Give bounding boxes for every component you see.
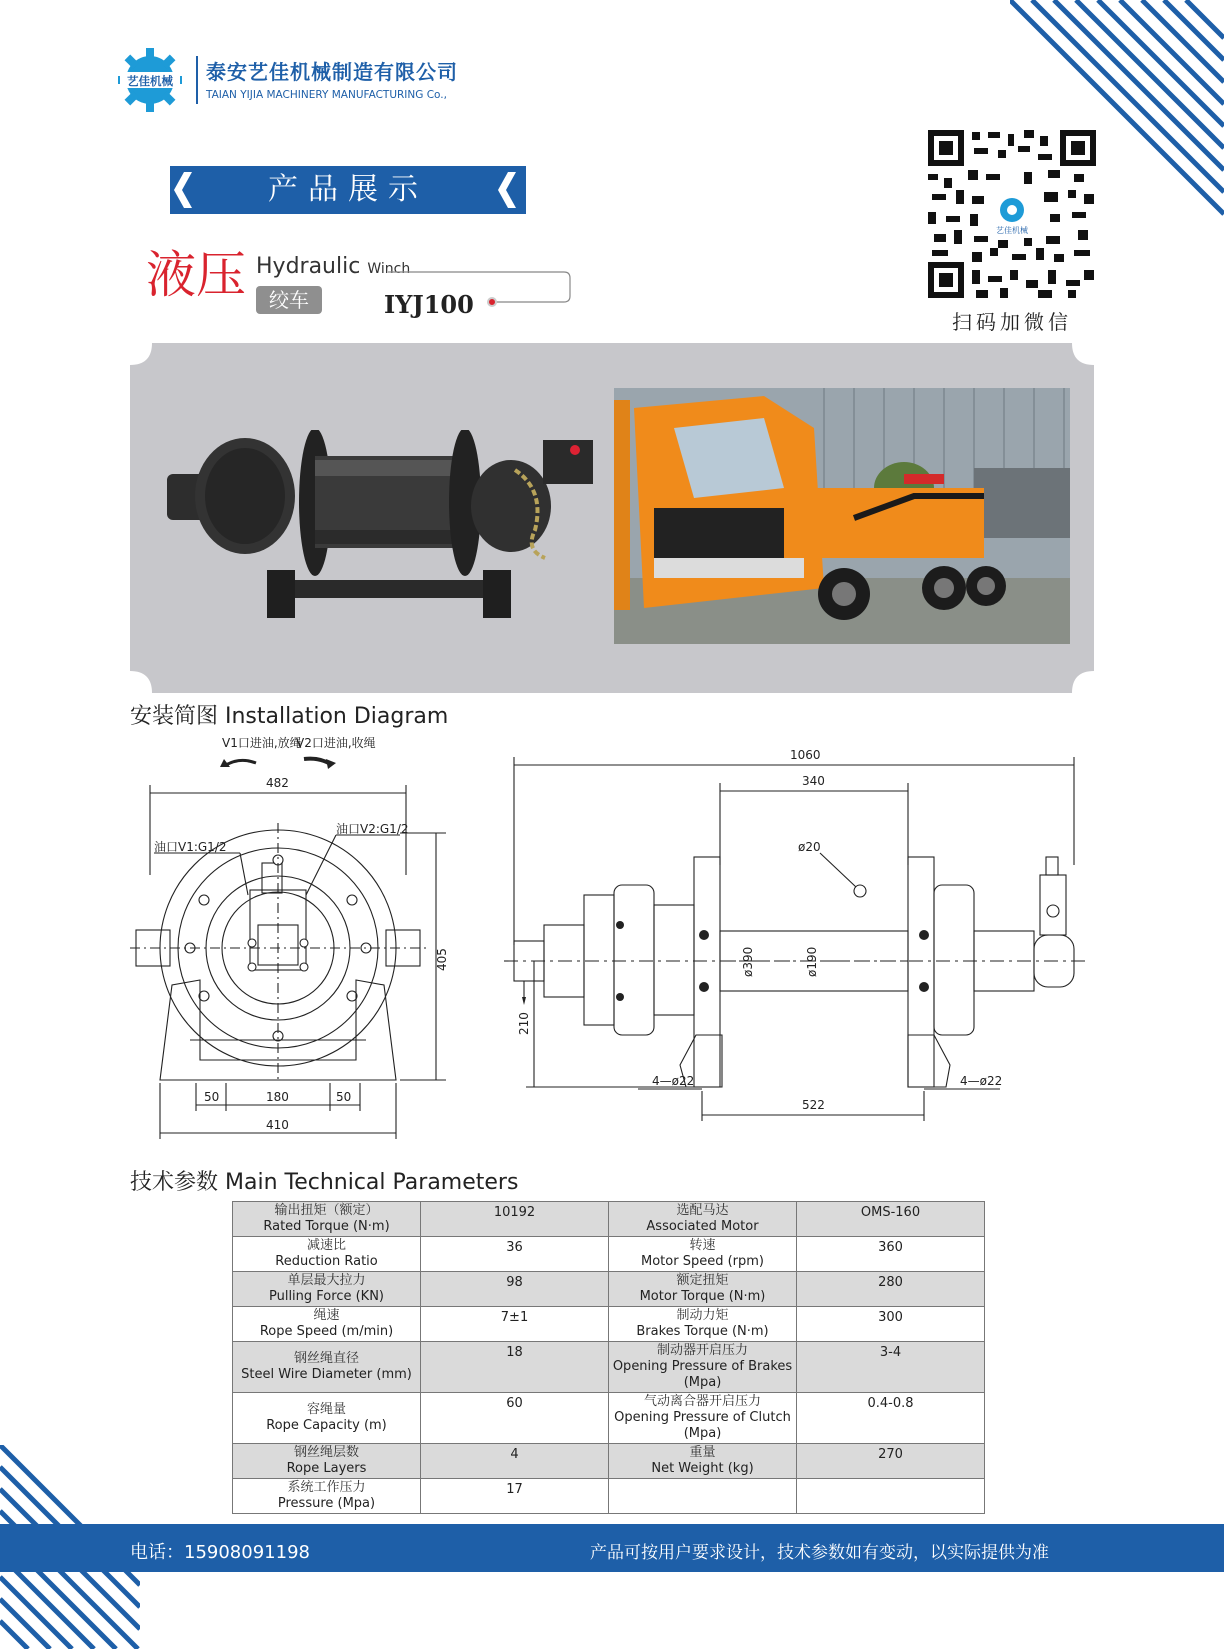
- qr-code-icon: [928, 130, 1096, 298]
- table-row: [233, 1272, 985, 1307]
- v2-direction-label: V2口进油,收绳: [296, 736, 376, 750]
- tow-truck-photo: [614, 388, 1070, 644]
- product-model: IYJ100: [384, 290, 474, 319]
- dim-482: 482: [266, 776, 289, 790]
- footer-note: 产品可按用户要求设计，技术参数如有变动，以实际提供为准: [590, 1543, 1049, 1563]
- table-row: [233, 1237, 985, 1272]
- param-label: 制动器开启压力 Opening Pressure of Brakes (Mpa): [609, 1342, 797, 1393]
- param-value: 4: [421, 1444, 609, 1479]
- port-v2-label: 油口V2:G1/2: [336, 822, 409, 836]
- dim-phi190: ø190: [805, 946, 819, 977]
- param-value: 17: [421, 1479, 609, 1514]
- product-banner-label: 产品展示: [268, 172, 428, 207]
- param-value: 98: [421, 1272, 609, 1307]
- param-value: 3-4: [797, 1342, 985, 1393]
- company-name-cn: 泰安艺佳机械制造有限公司: [206, 60, 458, 84]
- param-label: 绳速 Rope Speed (m/min): [233, 1307, 421, 1342]
- winch-front-view-diagram: [130, 735, 490, 1145]
- dim-1060: 1060: [790, 748, 821, 762]
- port-v1-label: 油口V1:G1/2: [154, 840, 227, 854]
- footer-phone: 电话：15908091198: [130, 1542, 310, 1563]
- param-label: 单层最大拉力 Pulling Force (KN): [233, 1272, 421, 1307]
- param-label: 选配马达 Associated Motor: [609, 1202, 797, 1237]
- param-label: 额定扭矩 Motor Torque (N·m): [609, 1272, 797, 1307]
- param-label: 容绳量 Rope Capacity (m): [233, 1393, 421, 1444]
- table-row: [233, 1479, 985, 1514]
- param-label: 制动力矩 Brakes Torque (N·m): [609, 1307, 797, 1342]
- table-row: [233, 1393, 985, 1444]
- qr-caption: 扫码加微信: [952, 310, 1072, 334]
- param-label: 系统工作压力 Pressure (Mpa): [233, 1479, 421, 1514]
- param-value: 300: [797, 1307, 985, 1342]
- param-value: 360: [797, 1237, 985, 1272]
- param-value: 7±1: [421, 1307, 609, 1342]
- param-label: 钢丝绳直径 Steel Wire Diameter (mm): [233, 1342, 421, 1393]
- product-name-cn-badge: 绞车: [256, 286, 322, 314]
- param-label: [609, 1479, 797, 1514]
- param-label: 钢丝绳层数 Rope Layers: [233, 1444, 421, 1479]
- params-title: 技术参数 Main Technical Parameters: [130, 1170, 519, 1195]
- gear-logo-icon: [118, 48, 182, 112]
- dim-210: 210: [517, 1012, 531, 1035]
- product-name-cn: 液压: [146, 246, 246, 304]
- param-label: 重量 Net Weight (kg): [609, 1444, 797, 1479]
- param-value: [797, 1479, 985, 1514]
- param-label: 输出扭矩（额定） Rated Torque (N·m): [233, 1202, 421, 1237]
- install-diagram-title: 安装简图 Installation Diagram: [130, 704, 449, 729]
- product-name-en-main: Hydraulic: [256, 254, 361, 279]
- product-name-en-small: Winch: [367, 261, 411, 277]
- table-row: [233, 1307, 985, 1342]
- qr-center-text: 艺佳机械: [996, 226, 1028, 235]
- param-label: 气动离合器开启压力 Opening Pressure of Clutch (Mpa): [609, 1393, 797, 1444]
- header-divider: [196, 56, 198, 104]
- dim-180: 180: [266, 1090, 289, 1104]
- param-value: 0.4-0.8: [797, 1393, 985, 1444]
- param-value: 36: [421, 1237, 609, 1272]
- params-table: [232, 1201, 985, 1514]
- dim-410: 410: [266, 1118, 289, 1132]
- v1-direction-label: V1口进油,放绳: [222, 736, 302, 750]
- company-name-en: TAIAN YIJIA MACHINERY MANUFACTURING Co.,: [206, 89, 447, 101]
- dim-4phi22-left: 4—ø22: [652, 1074, 695, 1088]
- dim-522: 522: [802, 1098, 825, 1112]
- dim-phi20: ø20: [798, 840, 821, 854]
- winch-product-photo: [165, 430, 595, 620]
- table-row: [233, 1202, 985, 1237]
- param-value: 10192: [421, 1202, 609, 1237]
- dim-340: 340: [802, 774, 825, 788]
- param-value: OMS-160: [797, 1202, 985, 1237]
- dim-405: 405: [435, 948, 449, 971]
- param-label: 减速比 Reduction Ratio: [233, 1237, 421, 1272]
- logo-text: 艺佳机械: [127, 74, 173, 88]
- dim-4phi22-right: 4—ø22: [960, 1074, 1003, 1088]
- param-label: 转速 Motor Speed (rpm): [609, 1237, 797, 1272]
- table-row: [233, 1444, 985, 1479]
- param-value: 270: [797, 1444, 985, 1479]
- winch-side-view-diagram: [490, 735, 1090, 1135]
- param-value: 280: [797, 1272, 985, 1307]
- dim-50-right: 50: [336, 1090, 352, 1104]
- table-row: [233, 1342, 985, 1393]
- param-value: 18: [421, 1342, 609, 1393]
- dim-50-left: 50: [204, 1090, 220, 1104]
- dim-phi390: ø390: [741, 946, 755, 977]
- param-value: 60: [421, 1393, 609, 1444]
